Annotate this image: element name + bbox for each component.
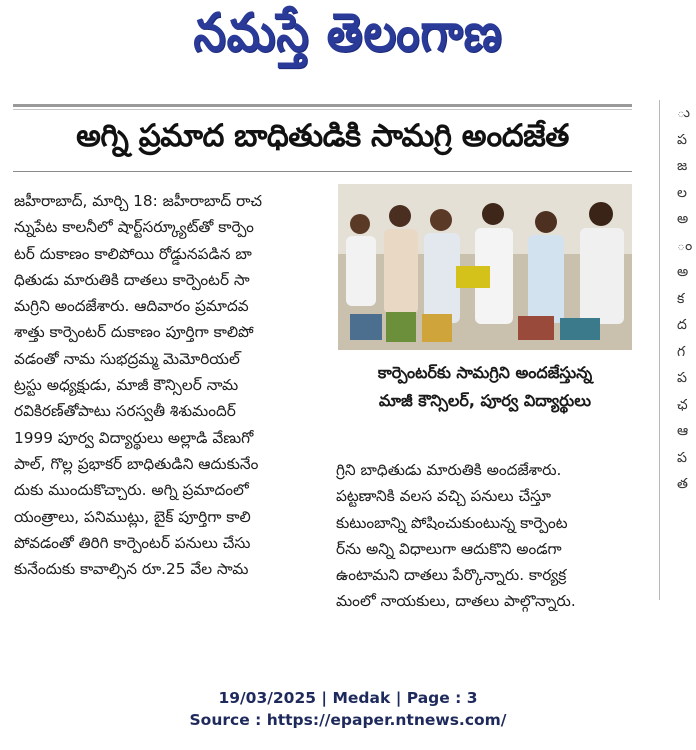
- footer-source: Source : https://epaper.ntnews.com/: [189, 711, 507, 729]
- article-body-left: [14, 188, 322, 582]
- body-line: టర్ దుకాణం కాలిపోయి రోడ్డునపడిన బా: [14, 244, 252, 263]
- side-fragment-line: జ: [677, 158, 688, 174]
- caption-line-1: కార్పెంటర్‌కు సామగ్రిని అందజేస్తున్న: [377, 363, 593, 382]
- body-line: శాత్తు కార్పెంటర్ దుకాణం పూర్తిగా కాలిపో: [14, 323, 254, 342]
- body-line: పట్టణానికి వలస వచ్చి పనులు చేస్తూ: [336, 487, 552, 506]
- side-fragment-line: త: [677, 476, 688, 492]
- body-line: 1999 పూర్వ విద్యార్థులు అల్లాడి వేణుగో: [14, 428, 254, 447]
- side-fragment-line: అ: [677, 264, 689, 280]
- body-line: మంలో నాయకులు, దాతలు పాల్గొన్నారు.: [336, 592, 576, 611]
- side-fragment-line: క: [677, 290, 685, 307]
- side-fragment-line: గ: [677, 343, 686, 360]
- side-fragment-line: అ: [677, 211, 689, 227]
- side-fragment-line: ఛ: [677, 396, 688, 413]
- article-headline: అగ్ని ప్రమాద బాధితుడికి సామగ్రి అందజేత: [76, 118, 569, 154]
- body-line: ధితుడు మారుతికి దాతలు కార్పెంటర్ సా: [14, 270, 250, 289]
- side-fragment-line: ఆ: [677, 423, 689, 439]
- side-fragment-line: ప: [677, 449, 687, 466]
- side-fragment-line: ు: [677, 105, 690, 121]
- side-fragment-line: ం: [677, 237, 693, 254]
- body-line: గ్రిని బాధితుడు మారుతికి అందజేశారు.: [336, 461, 562, 479]
- body-line: ట్రస్టు అధ్యక్షుడు, మాజీ కౌన్సిలర్ నామ: [14, 376, 239, 395]
- body-line: దుకు ముందుకొచ్చారు. అగ్ని ప్రమాదంలో: [14, 481, 249, 500]
- header-rule: [13, 104, 632, 107]
- side-fragment-line: ద: [677, 317, 687, 333]
- body-line: మగ్రిని అందజేశారు. ఆదివారం ప్రమాదవ: [14, 297, 249, 316]
- body-line: కునేందుకు కావాల్సిన రూ.25 వేల సామ: [14, 560, 249, 579]
- side-fragment-line: ప: [677, 370, 687, 386]
- header-rule-thin: [13, 109, 632, 110]
- newspaper-logo: నమస్తే తెలంగాణ: [193, 1, 503, 64]
- body-line: పోవడంతో తిరిగి కార్పెంటర్ పనులు చేసు: [14, 533, 251, 552]
- photo-caption: [338, 352, 632, 442]
- body-line: వడంతో నామ సుభద్రమ్మ మెమోరియల్: [14, 349, 240, 368]
- page-footer: [0, 687, 696, 731]
- article-body-right: [336, 457, 631, 615]
- headline-rule: [13, 171, 632, 172]
- masthead: [0, 0, 696, 80]
- column-divider: [659, 100, 660, 600]
- adjacent-article-fragment: [677, 100, 696, 498]
- footer-date-edition: 19/03/2025 | Medak | Page : 3: [218, 689, 478, 707]
- side-fragment-line: ప: [677, 131, 687, 148]
- article-photo: [338, 184, 632, 350]
- side-fragment-line: ల: [677, 184, 687, 201]
- body-line: ఉంటామని దాతలు పేర్కొన్నారు. కార్యక్ర: [336, 566, 567, 585]
- body-line: ర్‌ను అన్ని విధాలుగా ఆదుకొని అండగా: [336, 539, 562, 558]
- body-line: కుటుంబాన్ని పోషించుకుంటున్న కార్పెంట: [336, 513, 568, 532]
- body-line: జహీరాబాద్, మార్చి 18: జహీరాబాద్ రాచ: [14, 192, 262, 210]
- caption-line-2: మాజీ కౌన్సిలర్, పూర్వ విద్యార్థులు: [378, 391, 592, 410]
- body-line: పాల్, గొల్ల ప్రభాకర్ బాధితుడిని ఆదుకునేం: [14, 454, 259, 473]
- body-line: రవికిరణ్‌తోపాటు సరస్వతీ శిశుమందిర్: [14, 402, 236, 421]
- body-line: న్నుపేట కాలనీలో షార్ట్‌సర్క్యూట్‌తో కార్పెం: [14, 218, 254, 237]
- body-line: యంత్రాలు, పనిముట్లు, బైక్ పూర్తిగా కాలి: [14, 507, 251, 526]
